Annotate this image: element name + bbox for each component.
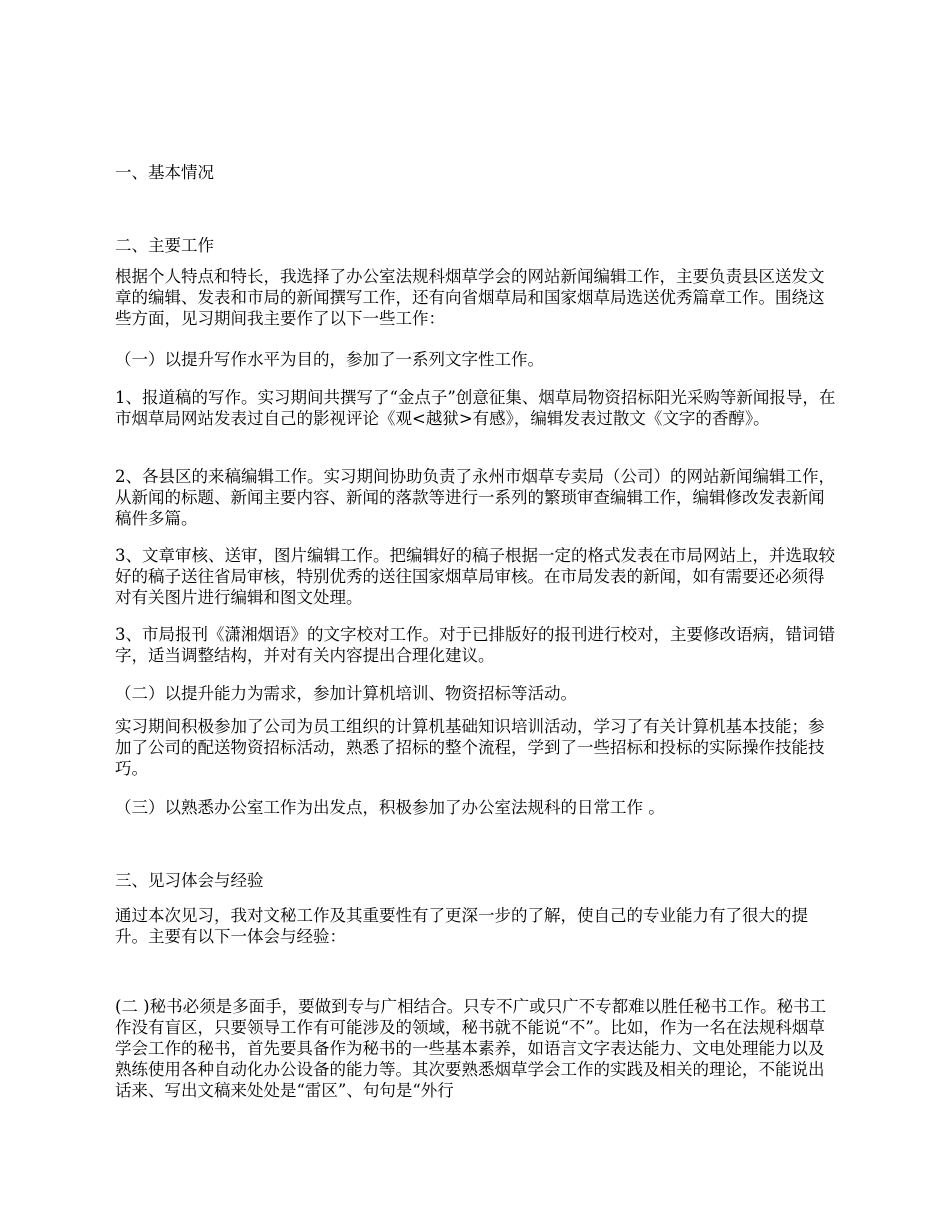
section-heading-basic-info: 一、基本情况 xyxy=(115,163,214,182)
paragraph-training: 实习期间积极参加了公司为员工组织的计算机基础知识培训活动，学习了有关计算机基本技能；参加了公司的配送物资招标活动，熟悉了招标的整个流程，学到了一些招标和投标的实际操作技能技巧。 xyxy=(115,717,825,778)
paragraph-item-3: 3、文章审核、送审，图片编辑工作。把编辑好的稿子根据一定的格式发表在市局网站上，并选取较好的稿子送往省局审核，特别优秀的送往国家烟草局审核。在市局发表的新闻，如有需要还必须得对有关图片进行编辑和图文处理。 xyxy=(115,546,835,607)
paragraph-experience-intro: 通过本次见习，我对文秘工作及其重要性有了更深一步的了解，使自己的专业能力有了很大的提升。主要有以下一体会与经验： xyxy=(115,906,808,946)
paragraph-item-4: 3、市局报刊《潇湘烟语》的文字校对工作。对于已排版好的报刊进行校对，主要修改语病，错词错字，适当调整结构，并对有关内容提出合理化建议。 xyxy=(115,625,835,665)
paragraph-item-2: 2、各县区的来稿编辑工作。实习期间协助负责了永州市烟草专卖局（公司）的网站新闻编辑工作，从新闻的标题、新闻主要内容、新闻的落款等进行一系列的繁琐审查编辑工作，编辑修改发表新闻稿件多篇。 xyxy=(115,467,835,528)
paragraph-secretary: (二 )秘书必须是多面手，要做到专与广相结合。只专不广或只广不专都难以胜任秘书工作。秘书工作没有盲区，只要领导工作有可能涉及的领域，秘书就不能说“不”。比如，作为一名在法规科烟草学会工作的秘书，首先要具备作为秘书的一些基本素养，如语言文字表达能力、文电处理能力以及熟练使用各种自动化办公设备的能力等。其次要熟悉烟草学会工作的实践及相关的理论，不能说出话来、写出文稿来处处是“雷区”、句句是“外行 xyxy=(115,997,827,1100)
section-heading-experience: 三、见习体会与经验 xyxy=(115,871,264,890)
paragraph-subheading-2: （二）以提升能力为需求，参加计算机培训、物资招标等活动。 xyxy=(115,684,577,703)
paragraph-subheading-3: （三）以熟悉办公室工作为出发点，积极参加了办公室法规科的日常工作 。 xyxy=(115,798,665,817)
paragraph-intro: 根据个人特点和特长，我选择了办公室法规科烟草学会的网站新闻编辑工作，主要负责县区送发文章的编辑、发表和市局的新闻撰写工作，还有向省烟草局和国家烟草局选送优秀篇章工作。围绕这些方面，见习期间我主要作了以下一些工作： xyxy=(115,267,825,328)
section-heading-main-work: 二、主要工作 xyxy=(115,236,214,255)
paragraph-subheading-1: （一）以提升写作水平为目的，参加了一系列文字性工作。 xyxy=(115,350,544,369)
paragraph-item-1: 1、报道稿的写作。实习期间共撰写了“金点子”创意征集、烟草局物资招标阳光采购等新闻报导，在市烟草局网站发表过自己的影视评论《观<越狱>有感》，编辑发表过散文《文字的香醇》。 xyxy=(115,388,836,428)
